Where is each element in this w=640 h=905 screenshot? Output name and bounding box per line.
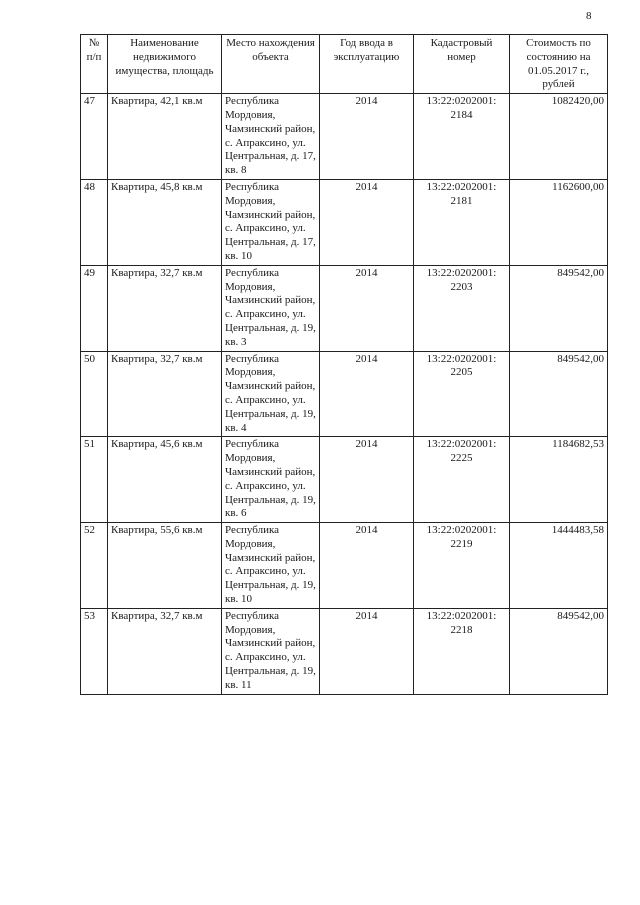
row-number: 51 bbox=[81, 437, 108, 523]
row-name: Квартира, 32,7 кв.м bbox=[108, 608, 222, 694]
header-cost: Стоимость по состоянию на 01.05.2017 г., рублей bbox=[510, 35, 608, 94]
header-year: Год ввода в эксплуатацию bbox=[320, 35, 414, 94]
row-name: Квартира, 45,6 кв.м bbox=[108, 437, 222, 523]
row-location: Республика Мордовия, Чамзинский район, с. Апраксино, ул. Центральная, д. 19, кв. 6 bbox=[222, 437, 320, 523]
row-cadastral bbox=[414, 437, 510, 523]
table-row bbox=[81, 523, 608, 609]
row-year: 2014 bbox=[320, 351, 414, 437]
cadastral-suffix: 2205 bbox=[450, 366, 473, 379]
cadastral-prefix: 13:22:0202001: bbox=[426, 524, 497, 537]
row-location: Республика Мордовия, Чамзинский район, с. Апраксино, ул. Центральная, д. 17, кв. 10 bbox=[222, 179, 320, 265]
row-cost: 849542,00 bbox=[510, 265, 608, 351]
row-name: Квартира, 32,7 кв.м bbox=[108, 265, 222, 351]
cadastral-prefix: 13:22:0202001: bbox=[426, 609, 497, 622]
cadastral-suffix: 2225 bbox=[450, 452, 473, 465]
cadastral-prefix: 13:22:0202001: bbox=[426, 180, 497, 193]
table-row bbox=[81, 437, 608, 523]
header-location: Место нахождения объекта bbox=[222, 35, 320, 94]
row-cost: 849542,00 bbox=[510, 608, 608, 694]
row-location: Республика Мордовия, Чамзинский район, с. Апраксино, ул. Центральная, д. 17, кв. 8 bbox=[222, 94, 320, 180]
cadastral-suffix: 2203 bbox=[450, 280, 473, 293]
table-row bbox=[81, 265, 608, 351]
row-location: Республика Мордовия, Чамзинский район, с. Апраксино, ул. Центральная, д. 19, кв. 10 bbox=[222, 523, 320, 609]
row-cost: 849542,00 bbox=[510, 351, 608, 437]
row-year: 2014 bbox=[320, 523, 414, 609]
row-number: 49 bbox=[81, 265, 108, 351]
cadastral-suffix: 2181 bbox=[450, 194, 473, 207]
header-name: Наименование недвижимого имущества, площадь bbox=[108, 35, 222, 94]
page-number: 8 bbox=[586, 10, 592, 22]
row-year: 2014 bbox=[320, 94, 414, 180]
cadastral-prefix: 13:22:0202001: bbox=[426, 438, 497, 451]
row-cost: 1444483,58 bbox=[510, 523, 608, 609]
table-header-row bbox=[81, 35, 608, 94]
table-row bbox=[81, 94, 608, 180]
row-number: 47 bbox=[81, 94, 108, 180]
header-number: № п/п bbox=[81, 35, 108, 94]
row-cadastral bbox=[414, 265, 510, 351]
property-registry-table bbox=[80, 34, 608, 695]
row-cost: 1162600,00 bbox=[510, 179, 608, 265]
row-cadastral bbox=[414, 179, 510, 265]
table-row bbox=[81, 179, 608, 265]
row-cadastral bbox=[414, 351, 510, 437]
row-cost: 1184682,53 bbox=[510, 437, 608, 523]
table-row bbox=[81, 608, 608, 694]
row-location: Республика Мордовия, Чамзинский район, с. Апраксино, ул. Центральная, д. 19, кв. 11 bbox=[222, 608, 320, 694]
cadastral-suffix: 2218 bbox=[450, 623, 473, 636]
row-name: Квартира, 45,8 кв.м bbox=[108, 179, 222, 265]
row-cadastral bbox=[414, 608, 510, 694]
row-number: 52 bbox=[81, 523, 108, 609]
cadastral-suffix: 2184 bbox=[450, 108, 473, 121]
row-number: 50 bbox=[81, 351, 108, 437]
row-year: 2014 bbox=[320, 608, 414, 694]
row-cadastral bbox=[414, 94, 510, 180]
row-cost: 1082420,00 bbox=[510, 94, 608, 180]
row-number: 48 bbox=[81, 179, 108, 265]
row-name: Квартира, 42,1 кв.м bbox=[108, 94, 222, 180]
row-number: 53 bbox=[81, 608, 108, 694]
cadastral-prefix: 13:22:0202001: bbox=[426, 266, 497, 279]
table-row bbox=[81, 351, 608, 437]
cadastral-prefix: 13:22:0202001: bbox=[426, 95, 497, 108]
row-year: 2014 bbox=[320, 437, 414, 523]
row-year: 2014 bbox=[320, 179, 414, 265]
row-location: Республика Мордовия, Чамзинский район, с. Апраксино, ул. Центральная, д. 19, кв. 3 bbox=[222, 265, 320, 351]
row-year: 2014 bbox=[320, 265, 414, 351]
row-location: Республика Мордовия, Чамзинский район, с. Апраксино, ул. Центральная, д. 19, кв. 4 bbox=[222, 351, 320, 437]
cadastral-suffix: 2219 bbox=[450, 537, 473, 550]
row-name: Квартира, 55,6 кв.м bbox=[108, 523, 222, 609]
cadastral-prefix: 13:22:0202001: bbox=[426, 352, 497, 365]
row-cadastral bbox=[414, 523, 510, 609]
row-name: Квартира, 32,7 кв.м bbox=[108, 351, 222, 437]
header-cadastral: Кадастровый номер bbox=[414, 35, 510, 94]
